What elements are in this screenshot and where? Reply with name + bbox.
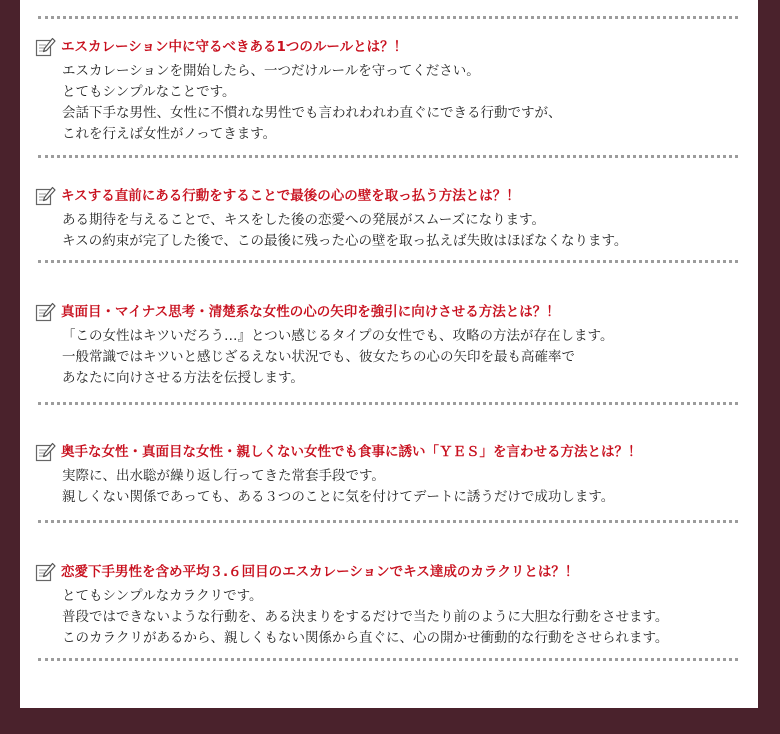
body-line: 親しくない関係であっても、ある３つのことに気を付けてデートに誘うだけで成功します。 (62, 489, 615, 505)
section-heading (34, 441, 744, 463)
section-body (34, 326, 744, 389)
section-body (34, 61, 744, 145)
dotted-divider (38, 402, 738, 405)
pencil-memo-icon (34, 185, 56, 207)
feature-section-escalation-rule (34, 36, 744, 145)
body-line: 一般常識ではキツいと感じざるえない状況でも、彼女たちの心の矢印を最も高確率で (62, 349, 575, 365)
body-line: ある期待を与えることで、キスをした後の恋愛への発展がスムーズになります。 (62, 212, 546, 228)
section-title: キスする直前にある行動をすることで最後の心の壁を取っ払う方法とは？！ (61, 188, 520, 204)
section-body (34, 586, 744, 649)
body-line: あなたに向けさせる方法を伝授します。 (62, 370, 304, 386)
pencil-memo-icon (34, 301, 56, 323)
section-heading (34, 36, 744, 58)
pencil-memo-icon (34, 561, 56, 583)
dotted-divider (38, 658, 738, 661)
body-line: とてもシンプルなことです。 (62, 84, 236, 100)
dotted-divider (38, 155, 738, 158)
body-line: 普段ではできないような行動を、ある決まりをするだけで当たり前のように大胆な行動をさせます。 (62, 609, 669, 625)
section-heading (34, 185, 744, 207)
section-title: 恋愛下手男性を含め平均３.６回目のエスカレーションでキス達成のカラクリとは？！ (61, 564, 579, 580)
section-body (34, 466, 744, 508)
section-title: 奥手な女性・真面目な女性・親しくない女性でも食事に誘い「ＹＥＳ」を言わせる方法とは？！ (61, 444, 642, 460)
content-panel (20, 0, 758, 708)
dotted-divider (38, 260, 738, 263)
body-line: このカラクリがあるから、親しくもない関係から直ぐに、心の開かせ衝動的な行動をさせられます。 (62, 630, 669, 646)
dotted-divider (38, 520, 738, 523)
body-line: 会話下手な男性、女性に不慣れな男性でも言われわれわ直ぐにできる行動ですが、 (62, 105, 562, 121)
section-heading (34, 301, 744, 323)
body-line: 「この女性はキツいだろう…』とつい感じるタイプの女性でも、攻略の方法が存在します。 (62, 328, 614, 344)
section-title: エスカレーション中に守るべきある1つのルールとは？！ (61, 39, 408, 55)
feature-section-kiss-wall (34, 185, 744, 252)
feature-section-kiss-mechanism (34, 561, 744, 649)
dotted-divider (38, 16, 738, 19)
feature-section-dinner-invite (34, 441, 744, 508)
body-line: 実際に、出水聡が繰り返し行ってきた常套手段です。 (62, 468, 385, 484)
body-line: とてもシンプルなカラクリです。 (62, 588, 263, 604)
pencil-memo-icon (34, 441, 56, 463)
section-title: 真面目・マイナス思考・清楚系な女性の心の矢印を強引に向けさせる方法とは？！ (61, 304, 560, 320)
section-body (34, 210, 744, 252)
feature-section-serious-women (34, 301, 744, 389)
body-line: エスカレーションを開始したら、一つだけルールを守ってください。 (62, 63, 480, 79)
body-line: キスの約束が完了した後で、この最後に残った心の壁を取っ払えば失敗はほぼなくなります。 (62, 233, 628, 249)
pencil-memo-icon (34, 36, 56, 58)
body-line: これを行えば女性がノってきます。 (62, 126, 277, 142)
section-heading (34, 561, 744, 583)
